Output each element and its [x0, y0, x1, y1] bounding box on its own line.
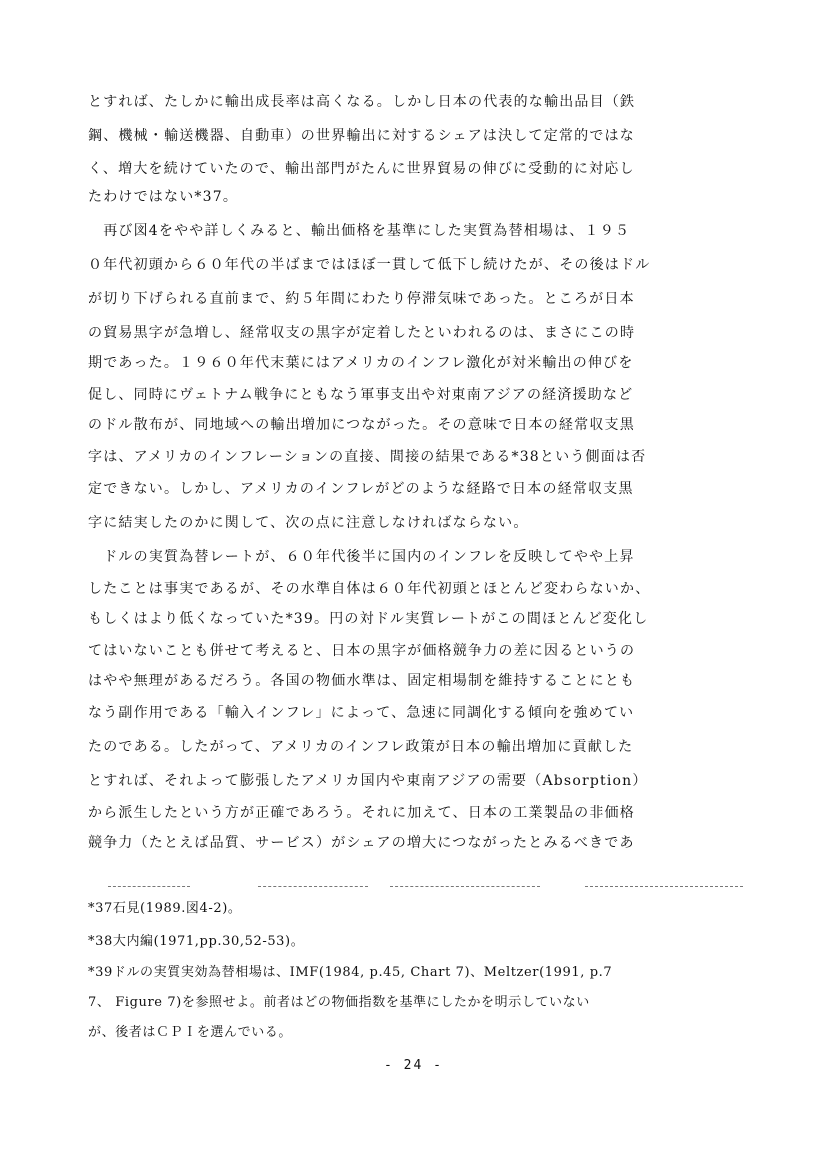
footnote-line: *38大内編(1971,pp.30,52-53)。 [88, 934, 305, 949]
body-line: はやや無理があるだろう。各国の物価水準は、固定相場制を維持することにとも [88, 673, 636, 689]
footnote-line: *37石見(1989.図4-2)。 [88, 901, 242, 916]
footnote-line: *39ドルの実質実効為替相場は、IMF(1984, p.45, Chart 7)、Meltzer(1991, p.7 [88, 965, 613, 980]
footnote-line: が、後者はＣＰＩを選んでいる。 [88, 1025, 293, 1040]
body-line: たわけではない*37。 [88, 189, 239, 205]
footnote-rule-2 [258, 886, 368, 887]
body-line: 字に結実したのかに関して、次の点に注意しなければならない。 [88, 515, 529, 531]
body-line: く、増大を続けていたので、輸出部門がたんに世界貿易の伸びに受動的に対応し [88, 161, 635, 177]
body-line: のドル散布が、同地域への輸出増加につながった。その意味で日本の経常収支黒 [88, 417, 635, 433]
body-line: 再び図4をやや詳しくみると、輸出価格を基準にした実質為替相場は、１９５ [88, 223, 631, 239]
body-line: 期であった。１９６０年代末葉にはアメリカのインフレ激化が対米輸出の伸びを [88, 355, 634, 371]
body-line: 字は、アメリカのインフレーションの直接、間接の結果である*38という側面は否 [88, 449, 647, 465]
body-line: の貿易黒字が急増し、経常収支の黒字が定着したといわれるのは、まさにこの時 [88, 325, 636, 341]
footnote-line: 7、 Figure 7)を参照せよ。前者はどの物価指数を基準にしたかを明示していない [88, 995, 590, 1010]
footnote-rule-1 [108, 886, 190, 887]
page-number: - 24 - [384, 1058, 443, 1073]
body-line: が切り下げられる直前まで、約５年間にわたり停滞気味であった。ところが日本 [88, 291, 635, 307]
footnote-rule-3 [390, 886, 540, 887]
body-line: から派生したという方が正確であろう。それに加えて、日本の工業製品の非価格 [88, 805, 635, 821]
body-line: なう副作用である「輸入インフレ」によって、急速に同調化する傾向を強めてい [88, 705, 635, 721]
footnote-rule-4 [585, 886, 743, 887]
body-line: ０年代初頭から６０年代の半ばまではほぼ一貫して低下し続けたが、その後はドル [88, 257, 651, 273]
body-line: 鋼、機械・輸送機器、自動車）の世界輸出に対するシェアは決して定常的ではな [88, 128, 635, 144]
body-line: 定できない。しかし、アメリカのインフレがどのような経路で日本の経常収支黒 [88, 481, 634, 497]
body-line: したことは事実であるが、その水準自体は６０年代初頭とほとんど変わらないか、 [88, 581, 651, 597]
body-line: 競争力（たとえば品質、サービス）がシェアの増大につながったとみるべきであ [88, 835, 635, 851]
body-line: もしくはより低くなっていた*39。円の対ドル実質レートがこの間ほとんど変化し [88, 611, 649, 627]
body-line: とすれば、たしかに輸出成長率は高くなる。しかし日本の代表的な輸出品目（鉄 [88, 94, 636, 110]
body-line: たのである。したがって、アメリカのインフレ政策が日本の輸出増加に貢献した [88, 739, 634, 755]
body-line: とすれば、それよって膨張したアメリカ国内や東南アジアの需要（Absorption） [88, 773, 648, 789]
body-line: てはいないことも併せて考えると、日本の黒字が価格競争力の差に因るというの [88, 643, 636, 659]
body-line: 促し、同時にヴェトナム戦争にともなう軍事支出や対東南アジアの経済援助など [88, 387, 634, 403]
body-line: ドルの実質為替レートが、６０年代後半に国内のインフレを反映してやや上昇 [88, 549, 635, 565]
